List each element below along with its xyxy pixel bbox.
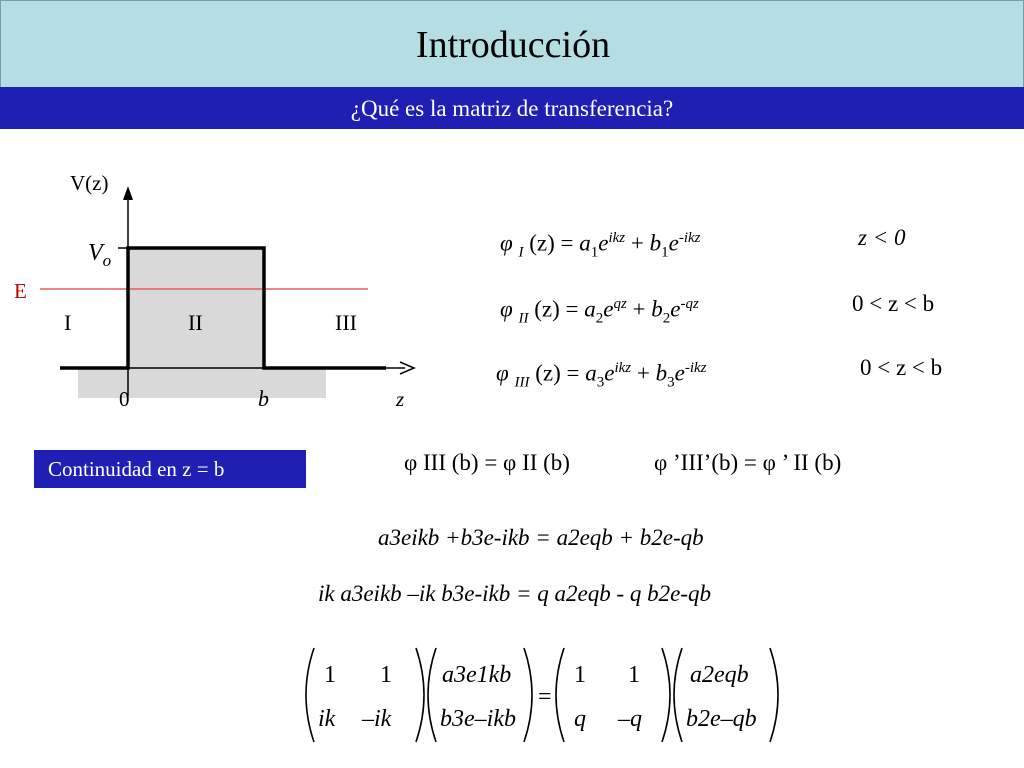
equation-phi-I: φ $_I$ $(z) = a_1e^{ikz} + b_1e^{-ikz}$	[500, 230, 701, 261]
shaded-band	[78, 368, 326, 398]
right-vector-open-paren	[674, 648, 682, 742]
continuity-equation-1: φ III (b) = φ II (b)	[404, 450, 570, 475]
right-vector-close-paren	[770, 648, 778, 742]
equation-phi-II: φ $_{II}$ $(z) = a_2e^{qz} + b_2e^{-qz}$	[500, 296, 699, 327]
region-1-label: I	[64, 310, 72, 335]
title-bar	[0, 0, 1024, 88]
potential-barrier-diagram	[0, 160, 430, 430]
right-matrix-close-paren	[662, 648, 670, 742]
page-subtitle: ¿Qué es la matriz de transferencia?	[350, 96, 674, 121]
matrix-equation	[300, 640, 790, 750]
left-matrix-open-paren	[306, 648, 314, 742]
left-matrix-close-paren	[416, 648, 424, 742]
equation-phi-III: φ $_{III}$ $(z) = a_3e^{ikz} + b_3e^{-ikz}$	[496, 360, 707, 391]
right-vector-cell: b2e–qb	[686, 706, 757, 732]
condition-phi-II: 0 < z < b	[852, 291, 935, 316]
tick-b-label: b	[258, 386, 269, 411]
condition-phi-I: z < 0	[858, 225, 906, 250]
left-matrix-cell: 1	[380, 662, 392, 688]
left-vector-cell: a3e1kb	[442, 662, 512, 688]
left-matrix-cell: 1	[324, 662, 336, 688]
potential-label: $V_o$	[88, 240, 112, 270]
left-vector-cell: b3e–ikb	[440, 706, 516, 732]
condition-phi-III: 0 < z < b	[860, 355, 943, 380]
left-vector-close-paren	[524, 648, 532, 742]
region-3-label: III	[335, 310, 357, 335]
x-axis-label: z	[396, 387, 405, 411]
right-vector-cell: a2eqb	[690, 662, 749, 688]
continuity-equation-2: φ ’III’(b) = φ ’ II (b)	[654, 450, 842, 475]
region-2-label: II	[188, 310, 203, 335]
y-axis-label: V(z)	[70, 171, 109, 195]
right-matrix-cell: 1	[574, 662, 586, 688]
y-axis-arrow	[123, 186, 133, 200]
tick-0-label: 0	[119, 387, 130, 411]
energy-label: E	[14, 279, 27, 303]
equals-sign: =	[538, 684, 552, 710]
right-matrix-cell: –q	[618, 706, 642, 732]
barrier-fill	[128, 248, 264, 368]
right-matrix-cell: q	[574, 706, 586, 732]
continuity-label: Continuidad en z = b	[34, 450, 306, 488]
left-matrix-cell: ik	[318, 706, 336, 732]
left-matrix-cell: –ik	[362, 706, 392, 732]
right-matrix-open-paren	[556, 648, 564, 742]
boundary-equation-2: ik a3eikb –ik b3e-ikb = q a2eqb - q b2e-qb	[318, 581, 711, 606]
right-matrix-cell: 1	[628, 662, 640, 688]
boundary-equation-1: a3eikb +b3e-ikb = a2eqb + b2e-qb	[378, 525, 704, 550]
left-vector-open-paren	[428, 648, 436, 742]
subtitle-bar	[0, 87, 1024, 129]
page-title: Introducción	[415, 24, 611, 66]
